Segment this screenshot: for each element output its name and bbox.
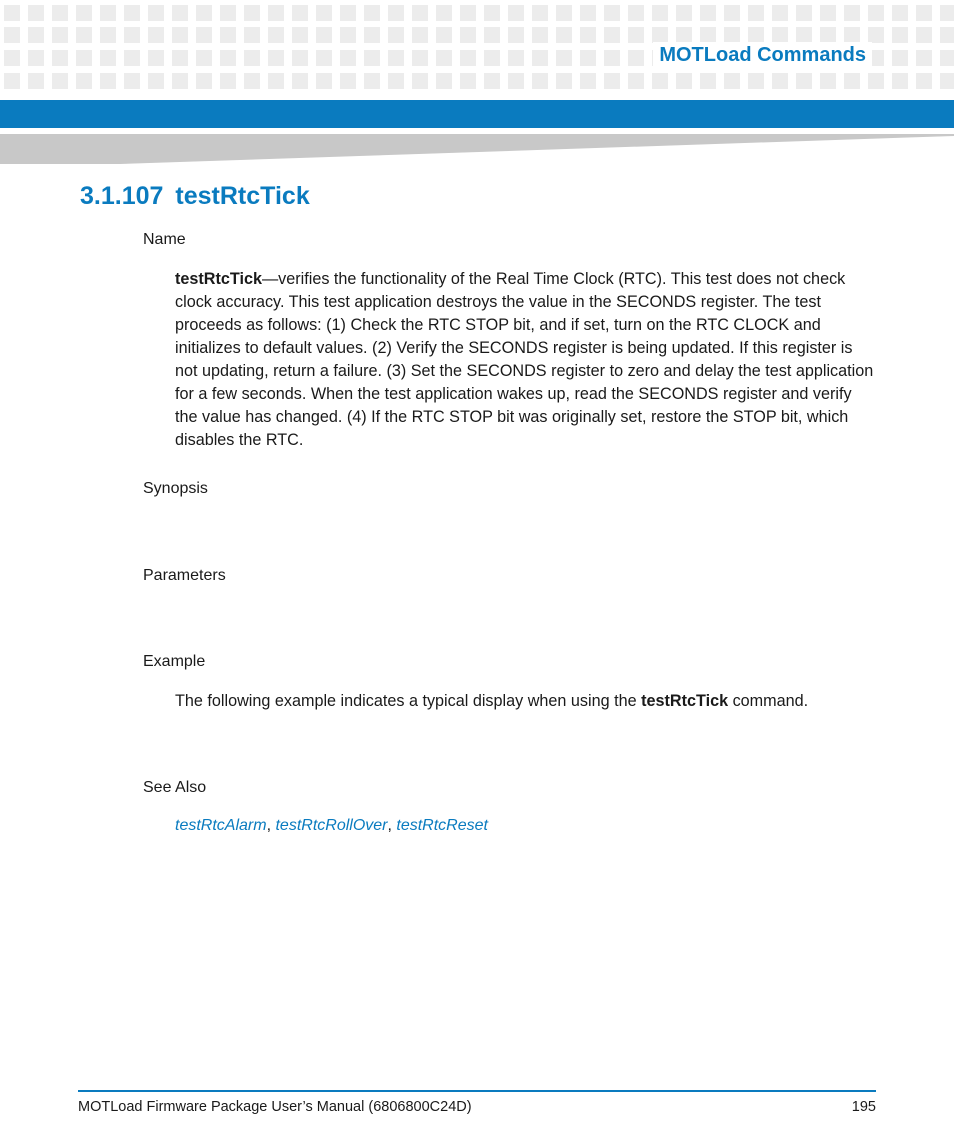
footer-manual-title: MOTLoad Firmware Package User’s Manual (6806800C24D) — [78, 1099, 472, 1115]
header-pattern-block — [4, 27, 20, 43]
header-pattern-block — [532, 5, 548, 21]
header-pattern-block — [196, 73, 212, 89]
header-gray-wedge — [0, 130, 954, 164]
header-pattern-block — [148, 27, 164, 43]
header-pattern-block — [124, 50, 140, 66]
header-pattern-block — [868, 5, 884, 21]
header-pattern-block — [436, 50, 452, 66]
header-pattern-block — [580, 5, 596, 21]
header-pattern-block — [892, 73, 908, 89]
header-pattern-block — [244, 27, 260, 43]
example-text-before: The following example indicates a typical display when using the — [175, 692, 642, 710]
header-pattern-block — [652, 73, 668, 89]
section-title: testRtcTick — [175, 182, 310, 210]
header-pattern-block — [892, 50, 908, 66]
header-pattern-block — [316, 73, 332, 89]
header-pattern-block — [340, 73, 356, 89]
header-blue-bar — [0, 100, 954, 128]
running-header-title: MOTLoad Commands — [653, 42, 872, 69]
header-pattern-block — [316, 5, 332, 21]
header-pattern-block — [796, 5, 812, 21]
header-pattern-block — [628, 73, 644, 89]
header-pattern-block — [196, 27, 212, 43]
header-pattern-block — [388, 50, 404, 66]
header-pattern-block — [820, 5, 836, 21]
header-pattern-block — [4, 5, 20, 21]
header-pattern-block — [748, 73, 764, 89]
header-pattern-block — [172, 5, 188, 21]
header-pattern-block — [460, 5, 476, 21]
header-pattern-block — [916, 50, 932, 66]
header-pattern-block — [724, 73, 740, 89]
header-pattern-block — [844, 27, 860, 43]
header-pattern-block — [364, 50, 380, 66]
footer-page-number: 195 — [851, 1099, 876, 1115]
header-pattern-block — [76, 5, 92, 21]
example-text-after: command. — [728, 692, 809, 710]
header-pattern-block — [556, 27, 572, 43]
header-pattern-block — [868, 73, 884, 89]
header-pattern-block — [100, 27, 116, 43]
see-also-label: See Also — [143, 779, 207, 796]
header-pattern-block — [268, 50, 284, 66]
header-pattern-block — [220, 73, 236, 89]
see-also-links — [175, 817, 488, 835]
header-pattern-block — [268, 5, 284, 21]
header-pattern-block — [820, 73, 836, 89]
header-pattern-block — [772, 73, 788, 89]
header-pattern-block — [676, 73, 692, 89]
header-pattern-block — [52, 27, 68, 43]
name-text: —verifies the functionality of the Real Time Clock (RTC). This test does not check clock accuracy. This test application destroys the value in the SECONDS register. The test proceeds as follows: (1) Check the RTC STOP bit, and if set, turn on the RTC CLOCK and initializes to default values. (2) Verify the SECONDS register is being updated. If this register is not updating, return a failure. (3) Set the SECONDS register to zero and delay the test application for a few seconds. When the test application wakes up, read the SECONDS register and verify the value has changed. (4) If the RTC STOP bit was originally set, restore the STOP bit, which disables the RTC. — [175, 270, 874, 449]
header-pattern-block — [244, 73, 260, 89]
header-pattern-block — [196, 5, 212, 21]
header-pattern-block — [508, 73, 524, 89]
header-pattern-block — [700, 73, 716, 89]
example-command: testRtcTick — [641, 692, 729, 710]
header-pattern-block — [412, 73, 428, 89]
header-pattern-block — [340, 5, 356, 21]
header-pattern-block — [244, 50, 260, 66]
header-pattern-block — [580, 50, 596, 66]
header-pattern-block — [148, 50, 164, 66]
header-pattern-block — [52, 50, 68, 66]
section-number: 3.1.107 — [80, 182, 164, 210]
header-pattern-block — [604, 5, 620, 21]
header-pattern-block — [172, 27, 188, 43]
header-pattern-block — [100, 5, 116, 21]
header-pattern-block — [4, 73, 20, 89]
header-pattern-block — [556, 5, 572, 21]
header-pattern-block — [148, 5, 164, 21]
header-pattern-block — [52, 73, 68, 89]
header-pattern-block — [364, 73, 380, 89]
header-pattern-block — [772, 5, 788, 21]
header-pattern-block — [868, 27, 884, 43]
header-pattern-block — [892, 27, 908, 43]
section-heading — [80, 182, 310, 211]
header-pattern-block — [940, 5, 954, 21]
header-pattern-block — [124, 5, 140, 21]
header-pattern-block — [484, 5, 500, 21]
header-pattern-block — [292, 73, 308, 89]
header-pattern-block — [28, 50, 44, 66]
header-pattern-block — [700, 5, 716, 21]
header-pattern-block — [220, 27, 236, 43]
header-pattern-block — [460, 50, 476, 66]
link-testrtcalarm[interactable]: testRtcAlarm — [175, 817, 267, 834]
header-pattern-block — [220, 50, 236, 66]
header-pattern-block — [604, 27, 620, 43]
header-pattern-block — [460, 73, 476, 89]
header-pattern-block — [124, 73, 140, 89]
header-pattern-block — [388, 73, 404, 89]
header-pattern-block — [292, 27, 308, 43]
header-pattern-block — [676, 27, 692, 43]
link-separator: , — [266, 817, 276, 834]
header-pattern-block — [748, 5, 764, 21]
header-pattern-block — [172, 73, 188, 89]
header-pattern-block — [772, 27, 788, 43]
header-pattern-block — [340, 50, 356, 66]
header-pattern-block — [436, 27, 452, 43]
header-pattern-block — [316, 27, 332, 43]
header-pattern-block — [4, 50, 20, 66]
header-pattern-block — [796, 27, 812, 43]
header-pattern-block — [628, 5, 644, 21]
header-pattern-block — [916, 5, 932, 21]
header-pattern-block — [292, 50, 308, 66]
header-pattern-block — [76, 50, 92, 66]
header-pattern-block — [700, 27, 716, 43]
header-pattern-block — [412, 50, 428, 66]
header-pattern-block — [268, 73, 284, 89]
header-pattern-block — [76, 73, 92, 89]
header-pattern-block — [124, 27, 140, 43]
header-pattern-block — [652, 5, 668, 21]
example-description — [175, 690, 875, 713]
header-pattern-block — [532, 73, 548, 89]
header-pattern-block — [652, 27, 668, 43]
header-pattern-block — [940, 27, 954, 43]
header-pattern-block — [76, 27, 92, 43]
header-pattern-block — [100, 73, 116, 89]
header-pattern-block — [724, 27, 740, 43]
header-pattern-block — [844, 5, 860, 21]
header-pattern-block — [364, 5, 380, 21]
header-pattern-block — [436, 5, 452, 21]
header-pattern-block — [940, 73, 954, 89]
example-label: Example — [143, 653, 206, 670]
header-pattern-block — [820, 27, 836, 43]
footer-rule — [78, 1090, 876, 1092]
header-pattern-block — [268, 27, 284, 43]
header-pattern-block — [28, 27, 44, 43]
name-command: testRtcTick — [175, 270, 262, 288]
header-pattern-block — [604, 73, 620, 89]
header-pattern-block — [340, 27, 356, 43]
link-testrtcreset[interactable]: testRtcReset — [396, 817, 488, 834]
header-pattern-block — [100, 50, 116, 66]
header-pattern-block — [676, 5, 692, 21]
header-pattern-block — [28, 5, 44, 21]
header-pattern-block — [484, 50, 500, 66]
header-pattern-block — [412, 5, 428, 21]
header-pattern-block — [196, 50, 212, 66]
header-pattern-block — [508, 50, 524, 66]
header-pattern-block — [292, 5, 308, 21]
header-pattern-block — [532, 50, 548, 66]
header-pattern-block — [412, 27, 428, 43]
header-pattern-block — [532, 27, 548, 43]
header-pattern-block — [940, 50, 954, 66]
header-pattern-block — [388, 5, 404, 21]
header-pattern-block — [172, 50, 188, 66]
header-pattern-block — [604, 50, 620, 66]
header-pattern-block — [628, 27, 644, 43]
header-pattern-block — [916, 27, 932, 43]
header-pattern-block — [916, 73, 932, 89]
link-testrtcrollover[interactable]: testRtcRollOver — [275, 817, 388, 834]
header-pattern-block — [844, 73, 860, 89]
header-pattern-block — [388, 27, 404, 43]
header-pattern-block — [244, 5, 260, 21]
header-pattern-block — [556, 73, 572, 89]
name-description — [175, 268, 875, 452]
header-pattern-block — [628, 50, 644, 66]
header-pattern-block — [460, 27, 476, 43]
header-pattern-block — [508, 5, 524, 21]
header-pattern-block — [508, 27, 524, 43]
header-pattern-block — [796, 73, 812, 89]
header-pattern-block — [580, 73, 596, 89]
header-pattern-block — [484, 27, 500, 43]
header-pattern-block — [892, 5, 908, 21]
header-pattern-block — [316, 50, 332, 66]
header-pattern-block — [580, 27, 596, 43]
header-pattern-block — [724, 5, 740, 21]
header-pattern-block — [748, 27, 764, 43]
header-pattern-block — [28, 73, 44, 89]
header-pattern-block — [52, 5, 68, 21]
link-separator: , — [387, 817, 397, 834]
header-pattern-block — [364, 27, 380, 43]
header-pattern-block — [148, 73, 164, 89]
parameters-label: Parameters — [143, 567, 226, 584]
header-pattern-block — [436, 73, 452, 89]
header-pattern-block — [220, 5, 236, 21]
name-label: Name — [143, 231, 186, 248]
header-pattern-block — [484, 73, 500, 89]
synopsis-label: Synopsis — [143, 480, 208, 497]
header-pattern-block — [556, 50, 572, 66]
